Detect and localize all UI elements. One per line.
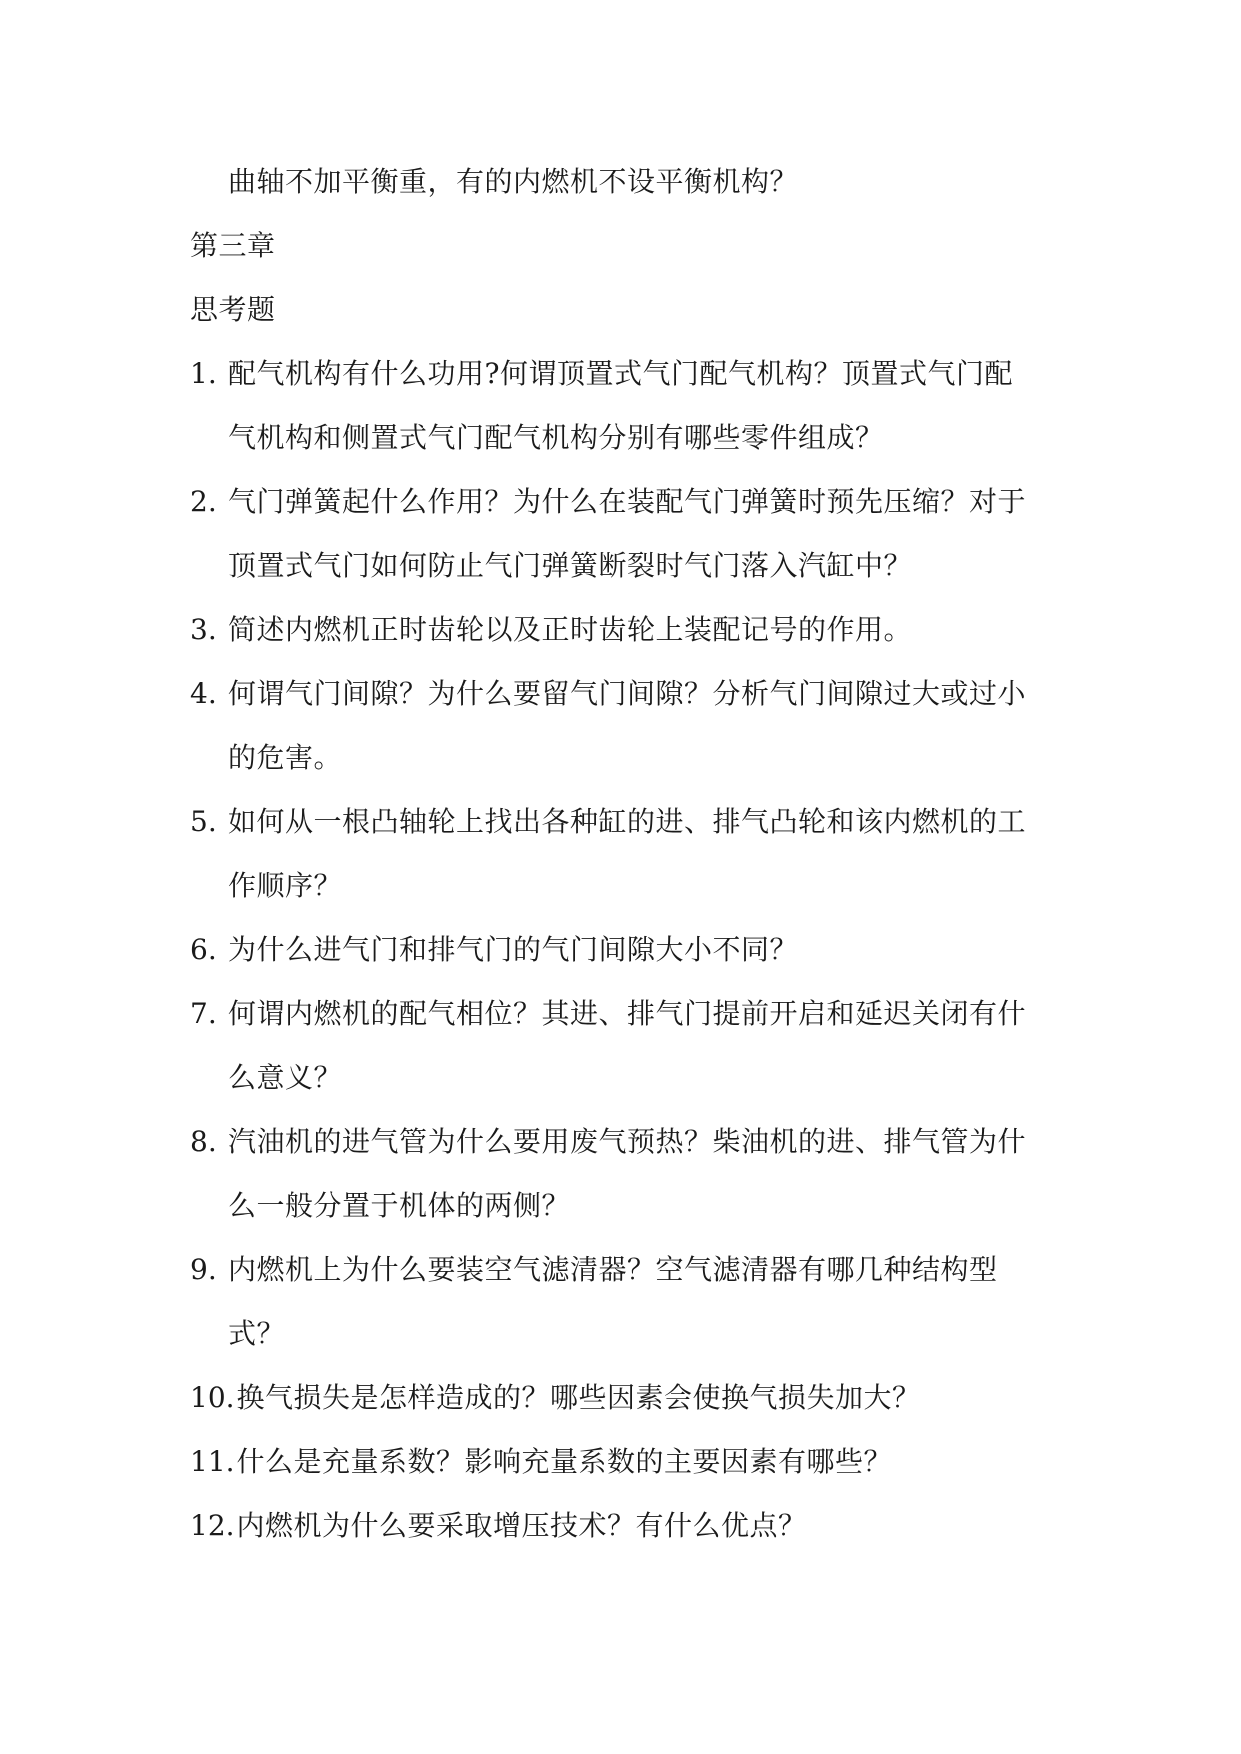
question-text: 如何从一根凸轴轮上找出各种缸的进、排气凸轮和该内燃机的工 [228,805,1027,838]
question-number: 10. [190,1381,235,1414]
question-text: 的危害。 [228,741,343,774]
question-number: 8. [190,1125,217,1158]
question-number: 9. [190,1253,217,1286]
question-text: 什么是充量系数？影响充量系数的主要因素有哪些？ [236,1445,893,1478]
question-number: 11. [190,1445,235,1478]
chapter-heading: 第三章 [190,229,276,262]
question-text: 顶置式气门如何防止气门弹簧断裂时气门落入汽缸中？ [228,549,913,582]
question-number: 6. [190,933,217,966]
question-number: 7. [190,997,217,1030]
question-text: 何谓内燃机的配气相位？其进、排气门提前开启和延迟关闭有什 [228,997,1027,1030]
question-text: 气机构和侧置式气门配气机构分别有哪些零件组成？ [228,421,884,454]
question-number: 2. [190,485,217,518]
question-text: 简述内燃机正时齿轮以及正时齿轮上装配记号的作用。 [228,613,913,646]
question-text: 换气损失是怎样造成的？哪些因素会使换气损失加大？ [236,1381,921,1414]
question-text: 配气机构有什么功用?何谓顶置式气门配气机构？顶置式气门配 [228,357,1014,390]
question-text: 气门弹簧起什么作用？为什么在装配气门弹簧时预先压缩？对于 [228,485,1027,518]
question-text: 式？ [228,1317,286,1350]
section-heading: 思考题 [190,293,276,326]
question-text: 为什么进气门和排气门的气门间隙大小不同？ [228,933,799,966]
question-text: 汽油机的进气管为什么要用废气预热？柴油机的进、排气管为什 [228,1125,1027,1158]
question-text: 么意义？ [228,1061,343,1094]
question-number: 4. [190,677,217,710]
question-number: 12. [190,1509,235,1542]
question-text: 么一般分置于机体的两侧？ [228,1189,571,1222]
question-number: 1. [190,357,217,390]
question-text: 作顺序？ [228,869,343,902]
question-text: 内燃机为什么要采取增压技术？有什么优点？ [236,1509,807,1542]
question-number: 5. [190,805,217,838]
question-text: 何谓气门间隙？为什么要留气门间隙？分析气门间隙过大或过小 [228,677,1027,710]
question-number: 3. [190,613,217,646]
question-text: 内燃机上为什么要装空气滤清器？空气滤清器有哪几种结构型 [228,1253,998,1286]
continuation-line: 曲轴不加平衡重，有的内燃机不设平衡机构？ [228,165,799,198]
